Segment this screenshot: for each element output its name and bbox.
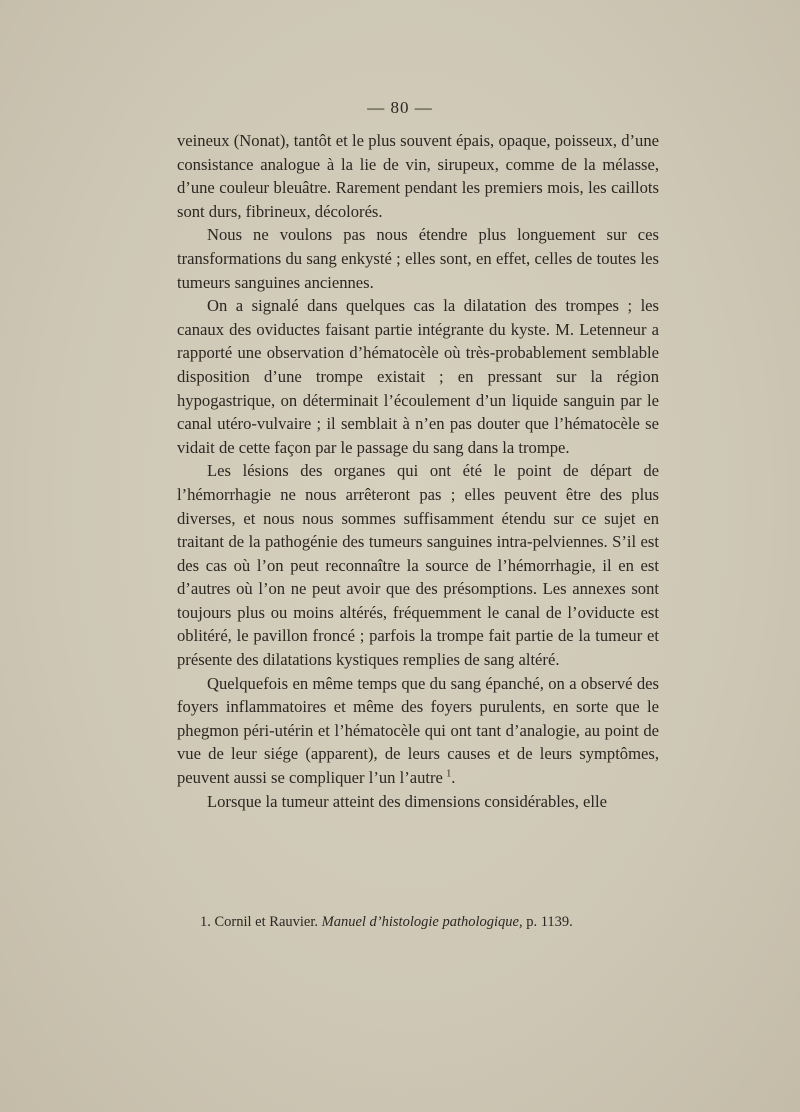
paragraph-5-end: . <box>451 768 456 788</box>
footnote-mark: 1 <box>446 768 452 780</box>
footnote-page-ref: p. 1139. <box>526 914 573 930</box>
footnote <box>200 912 660 932</box>
page-number: — 80 — <box>367 98 433 117</box>
body-text <box>177 129 659 813</box>
paragraph-2: Nous ne voulons pas nous étendre plus longuement sur ces transformations du sang enkysté ; elles sont, en effet, celles de toutes les tumeurs sanguines anciennes. <box>177 225 659 292</box>
paragraph-5 <box>177 672 659 790</box>
paragraph-1: veineux (Nonat), tantôt et le plus souvent épais, opaque, poisseux, d’une consistance analogue à la lie de vin, sirupeux, comme de la mélasse, d’une couleur bleuâtre. Rarement pendant les premiers mois, les caillots sont durs, fibrineux, décolorés. <box>177 131 659 221</box>
paragraph-6: Lorsque la tumeur atteint des dimensions considérables, elle <box>207 791 607 811</box>
paragraph-5-text: Quelquefois en même temps que du sang épanché, on a observé des foyers inflammatoires et même des foyers purulents, en sorte que le phegmon péri-utérin et l’hématocèle qui ont tant d’analogie, au point de vue de leur siége (apparent), de leurs causes et de leurs symptômes, peuvent aussi se compliquer l’un l’autre <box>177 673 659 788</box>
footnote-authors: Cornil et Rauvier. <box>214 914 318 930</box>
paragraph-4: Les lésions des organes qui ont été le point de départ de l’hémorrhagie ne nous arrêteront pas ; elles peuvent être des plus diverses, et nous nous sommes suffisamment étendu sur ce sujet en traitant de la pathogénie des tumeurs sanguines intra-pelviennes. S’il est des cas où l’on peut reconnaître la source de l’hémorrhagie, il en est d’autres où l’on ne peut avoir que des présomptions. Les annexes sont toujours plus ou moins altérés, fréquemment le canal de l’oviducte est oblitéré, le pavillon froncé ; parfois la trompe fait partie de la tumeur et présente des dilatations kystiques remplies de sang altéré. <box>177 461 659 670</box>
footnote-title: Manuel d’histologie pathologique, <box>321 914 523 930</box>
footnote-number: 1. <box>200 914 211 930</box>
paragraph-3: On a signalé dans quelques cas la dilatation des trompes ; les canaux des oviductes faisant partie intégrante du kyste. M. Letenneur a rapporté une observation d’hématocèle où très-probablement semblable disposition d’une trompe existait ; en pressant sur la région hypogastrique, on déterminait l’écoulement d’un liquide sanguin par le canal utéro-vulvaire ; il semblait à n’en pas douter que l’hématocèle se vidait de cette façon par le passage du sang dans la trompe. <box>177 296 659 457</box>
